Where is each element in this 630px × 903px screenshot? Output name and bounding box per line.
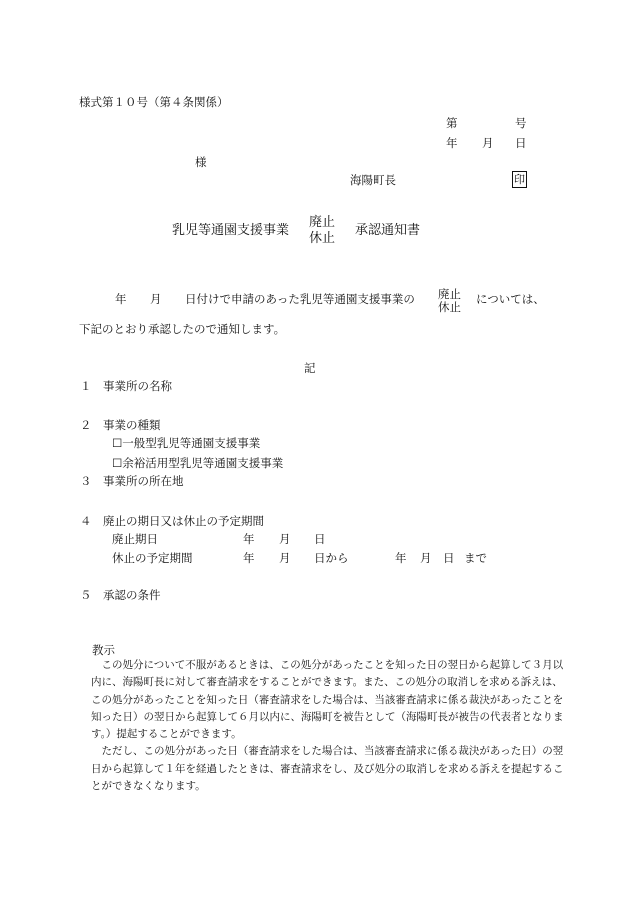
item-5-conditions: ５ 承認の条件 [80, 588, 161, 602]
intro-options [438, 288, 461, 314]
date-year: 年 [446, 136, 458, 150]
date-month: 月 [482, 136, 494, 150]
title-suffix: 承認通知書 [355, 223, 421, 238]
form-number: 様式第１０号（第４条関係） [79, 95, 229, 109]
item-1-business-name: １ 事業所の名称 [80, 379, 172, 393]
intro-month: 月 [150, 292, 162, 306]
item-2-option-surplus: ☐余裕活用型乳児等通園支援事業 [112, 456, 284, 470]
intro-text-end: については、 [476, 292, 545, 306]
item-4-period: ４ 廃止の期日又は休止の予定期間 [80, 514, 264, 528]
number-label: 第 [446, 116, 458, 130]
notice-line: 知った日）の翌日から起算して６月以内に、海陽町を被告として（海陽町長が被告の代表者となりま [91, 710, 564, 723]
number-suffix: 号 [515, 116, 527, 130]
suspend-month: 月 [279, 551, 291, 565]
abolish-month: 月 [279, 532, 291, 546]
suspend-period-label: 休止の予定期間 [112, 551, 193, 565]
notice-body [91, 657, 564, 795]
notice-line: この処分があったことを知った日（審査請求をした場合は、当該審査請求に係る裁決があったことを [91, 693, 564, 706]
notice-line: この処分について不服があるときは、この処分があったことを知った日の翌日から起算して３月以 [91, 659, 564, 671]
suspend-until: まで [464, 551, 487, 565]
title-option-abolish: 廃止 [309, 215, 336, 230]
suspend-end-month: 月 [420, 551, 432, 565]
intro-year: 年 [115, 292, 127, 306]
suspend-year: 年 [243, 551, 255, 565]
item-2-business-type: ２ 事業の種類 [80, 418, 161, 432]
suspend-end-year: 年 [395, 551, 407, 565]
notice-line: す。）提起することができます。 [91, 728, 242, 741]
title-option-suspend: 休止 [309, 231, 336, 246]
title-prefix: 乳児等通園支援事業 [172, 223, 290, 238]
notice-line: ただし、この処分があった日（審査請求をした場合は、当該審査請求に係る裁決があった日）の翌 [91, 745, 564, 758]
date-day: 日 [515, 136, 527, 150]
suspend-from: 日から [314, 551, 349, 565]
suspend-end-day: 日 [443, 551, 455, 565]
abolish-year: 年 [243, 532, 255, 546]
title-options [309, 215, 335, 247]
notice-heading: 教示 [92, 643, 115, 657]
abolish-day: 日 [314, 532, 326, 546]
issuer: 海陽町長 [350, 173, 396, 187]
abolish-date-label: 廃止期日 [112, 532, 158, 546]
item-3-location: ３ 事業所の所在地 [80, 474, 184, 488]
notice-line: 内に、海陽町長に対して審査請求をすることができます。また、この処分の取消しを求める訴えは、 [91, 676, 563, 689]
item-2-option-general: ☐一般型乳児等通園支援事業 [112, 436, 261, 450]
ki-heading: 記 [304, 361, 316, 375]
addressee-suffix: 様 [195, 155, 207, 169]
intro-text: 日付けで申請のあった乳児等通園支援事業の [185, 292, 415, 306]
seal-mark: 印 [514, 173, 525, 186]
notice-line: とができなくなります。 [91, 780, 206, 793]
notice-line: 日から起算して１年を経過したときは、審査請求をし、及び処分の取消しを求める訴えを提起するこ [91, 762, 564, 775]
intro-option-suspend: 休止 [438, 300, 461, 314]
intro-option-abolish: 廃止 [438, 287, 461, 301]
intro-line2: 下記のとおり承認したので通知します。 [79, 322, 286, 336]
